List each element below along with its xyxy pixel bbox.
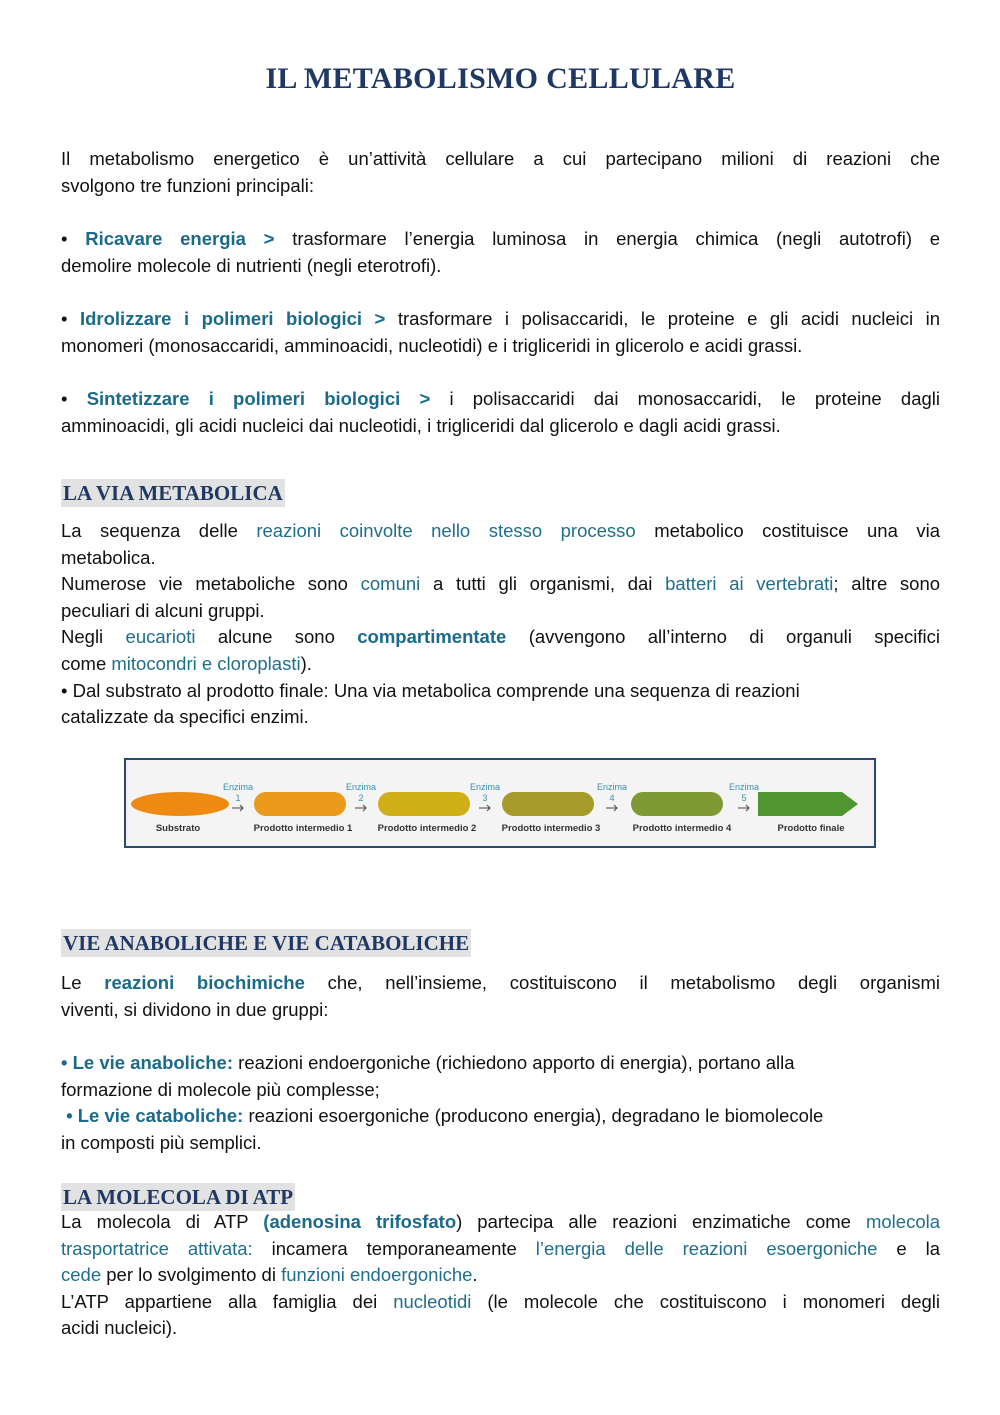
via-line-1 bbox=[61, 518, 940, 545]
pathway-step-shape bbox=[378, 792, 470, 816]
text: ) partecipa alle reazioni enzimatiche come bbox=[456, 1211, 851, 1232]
via-line-8: catalizzate da specifici enzimi. bbox=[61, 706, 309, 728]
reaction-arrow bbox=[232, 805, 243, 811]
intro-paragraph bbox=[61, 146, 940, 199]
highlight-text: reazioni coinvolte nello stesso processo bbox=[256, 520, 636, 541]
cata-line-1 bbox=[61, 1103, 940, 1130]
function-1-line-1 bbox=[61, 226, 940, 253]
text: e la bbox=[896, 1237, 940, 1259]
text: Le bbox=[61, 972, 82, 993]
vie-line-1 bbox=[61, 970, 940, 997]
pathway-step-shape bbox=[254, 792, 346, 816]
pathway-step-label: Prodotto finale bbox=[777, 823, 845, 834]
bold-text: reazioni biochimiche bbox=[104, 972, 305, 993]
bullet: • bbox=[61, 388, 68, 409]
enzyme-number: 2 bbox=[358, 793, 364, 803]
atp-line-4 bbox=[61, 1289, 940, 1316]
function-1-text: trasformare l’energia luminosa in energia chimica (negli autotrofi) e bbox=[292, 228, 941, 249]
highlight-text: l’energia delle reazioni esoergoniche bbox=[535, 1237, 878, 1259]
text: per lo svolgimento di bbox=[106, 1264, 276, 1286]
bold-text: • Le vie cataboliche: bbox=[66, 1105, 244, 1126]
ana-line-2: formazione di molecole più complesse; bbox=[61, 1078, 380, 1100]
via-line-2: metabolica. bbox=[61, 546, 156, 568]
enzyme-label: Enzima bbox=[222, 782, 254, 792]
atp-line-2 bbox=[61, 1236, 940, 1263]
pathway-step-shape bbox=[631, 792, 723, 816]
bullet: • bbox=[61, 308, 68, 329]
anaboliche-item bbox=[61, 1050, 940, 1103]
highlight-text: molecola bbox=[865, 1211, 941, 1232]
function-2-head: Idrolizzare i polimeri biologici > bbox=[79, 308, 386, 329]
reaction-arrow bbox=[606, 805, 617, 811]
pathway-step-label: Prodotto intermedio 2 bbox=[377, 823, 477, 834]
function-1-line-2: demolire molecole di nutrienti (negli eterotrofi). bbox=[61, 254, 442, 276]
pathway-step-label: Prodotto intermedio 3 bbox=[501, 823, 601, 834]
bullet: • bbox=[61, 228, 68, 249]
function-item-3 bbox=[61, 386, 940, 439]
text: Negli bbox=[61, 626, 104, 648]
highlight-text: trasportatrice attivata: bbox=[61, 1237, 253, 1259]
enzyme-number: 1 bbox=[235, 793, 241, 803]
atp-line-1 bbox=[61, 1209, 940, 1236]
function-3-line-2: amminoacidi, gli acidi nucleici dai nucleotidi, i trigliceridi dal glicerolo e dagli acidi grassi. bbox=[61, 414, 781, 436]
text: a tutti gli organismi, dai bbox=[432, 573, 653, 595]
highlight-text: funzioni endoergoniche bbox=[281, 1264, 473, 1286]
text: (le molecole che costituiscono i monomeri degli bbox=[487, 1290, 941, 1312]
highlight-text: comuni bbox=[360, 573, 421, 595]
text: ). bbox=[300, 652, 312, 674]
cata-line-2: in composti più semplici. bbox=[61, 1131, 262, 1153]
text: L’ATP appartiene alla famiglia dei bbox=[61, 1290, 378, 1312]
text: (avvengono all’interno di organuli specifici bbox=[528, 626, 941, 648]
function-item-1 bbox=[61, 226, 940, 279]
via-line-6 bbox=[61, 651, 940, 678]
via-paragraph bbox=[61, 518, 940, 731]
ana-line-1 bbox=[61, 1050, 940, 1077]
highlight-text: mitocondri e cloroplasti bbox=[111, 652, 301, 674]
enzyme-number: 3 bbox=[482, 793, 488, 803]
text: che, nell’insieme, costituiscono il metabolismo degli organismi bbox=[327, 972, 940, 993]
bold-text: compartimentate bbox=[357, 626, 507, 648]
text: ; altre sono bbox=[833, 573, 941, 595]
atp-line-3 bbox=[61, 1262, 940, 1289]
pathway-step-label: Prodotto intermedio 1 bbox=[253, 823, 353, 834]
enzyme-number: 4 bbox=[609, 793, 615, 803]
function-3-line-1 bbox=[61, 386, 940, 413]
highlight-text: eucarioti bbox=[125, 626, 196, 648]
function-1-head: Ricavare energia > bbox=[85, 228, 275, 249]
pathway-step-shape bbox=[758, 792, 858, 816]
intro-line-2: svolgono tre funzioni principali: bbox=[61, 174, 314, 196]
section-heading-atp: LA MOLECOLA DI ATP bbox=[63, 1185, 294, 1209]
text: Numerose vie metaboliche sono bbox=[61, 573, 348, 595]
vie-paragraph bbox=[61, 970, 940, 1023]
highlight-text: nucleotidi bbox=[393, 1290, 472, 1312]
enzyme-label: Enzima bbox=[728, 782, 760, 792]
text: incamera temporaneamente bbox=[271, 1237, 517, 1259]
text: reazioni endoergoniche (richiedono apporto di energia), portano alla bbox=[238, 1052, 795, 1073]
function-3-head: Sintetizzare i polimeri biologici > bbox=[86, 388, 431, 409]
pathway-step-shape bbox=[131, 792, 229, 816]
enzyme-label: Enzima bbox=[469, 782, 501, 792]
bold-text: (adenosina trifosfato bbox=[263, 1211, 457, 1232]
reaction-arrow bbox=[355, 805, 366, 811]
atp-paragraph bbox=[61, 1209, 940, 1342]
function-2-line-1 bbox=[61, 306, 940, 333]
enzyme-label: Enzima bbox=[345, 782, 377, 792]
pathway-svg bbox=[126, 760, 874, 846]
reaction-arrow bbox=[738, 805, 749, 811]
function-2-text: trasformare i polisaccaridi, le proteine e gli acidi nucleici in bbox=[397, 308, 941, 329]
metabolic-pathway-diagram bbox=[124, 758, 876, 848]
vie-line-2: viventi, si dividono in due gruppi: bbox=[61, 998, 329, 1020]
atp-line-5: acidi nucleici). bbox=[61, 1317, 178, 1339]
via-line-5 bbox=[61, 624, 940, 651]
section-heading-vie: VIE ANABOLICHE E VIE CATABOLICHE bbox=[63, 931, 470, 955]
section-heading-via: LA VIA METABOLICA bbox=[63, 481, 283, 505]
text: reazioni esoergoniche (producono energia), degradano le biomolecole bbox=[248, 1105, 824, 1126]
function-item-2 bbox=[61, 306, 940, 359]
via-line-3 bbox=[61, 571, 940, 598]
text: metabolico costituisce una via bbox=[654, 520, 940, 541]
function-2-line-2: monomeri (monosaccaridi, amminoacidi, nucleotidi) e i trigliceridi in glicerolo e acidi grassi. bbox=[61, 334, 803, 356]
text: alcune sono bbox=[217, 626, 335, 648]
text: . bbox=[472, 1264, 478, 1286]
pathway-step-label: Substrato bbox=[155, 823, 201, 834]
via-line-7: • Dal substrato al prodotto finale: Una via metabolica comprende una sequenza di reazioni bbox=[61, 679, 800, 701]
intro-line-1: Il metabolismo energetico è un’attività cellulare a cui partecipano milioni di reazioni che bbox=[61, 148, 940, 169]
pathway-step-shape bbox=[502, 792, 594, 816]
text: La molecola di ATP bbox=[61, 1211, 249, 1232]
cataboliche-item bbox=[61, 1103, 940, 1156]
reaction-arrow bbox=[479, 805, 490, 811]
highlight-text: batteri ai vertebrati bbox=[665, 573, 834, 595]
bold-text: • Le vie anaboliche: bbox=[61, 1052, 234, 1073]
pathway-step-label: Prodotto intermedio 4 bbox=[632, 823, 732, 834]
enzyme-number: 5 bbox=[741, 793, 747, 803]
function-3-text: i polisaccaridi dai monosaccaridi, le proteine dagli bbox=[449, 388, 940, 409]
text: come bbox=[61, 652, 107, 674]
via-line-4: peculiari di alcuni gruppi. bbox=[61, 599, 265, 621]
enzyme-label: Enzima bbox=[596, 782, 628, 792]
highlight-text: cede bbox=[61, 1264, 102, 1286]
page-title: IL METABOLISMO CELLULARE bbox=[265, 62, 736, 95]
text: La sequenza delle bbox=[61, 520, 238, 541]
